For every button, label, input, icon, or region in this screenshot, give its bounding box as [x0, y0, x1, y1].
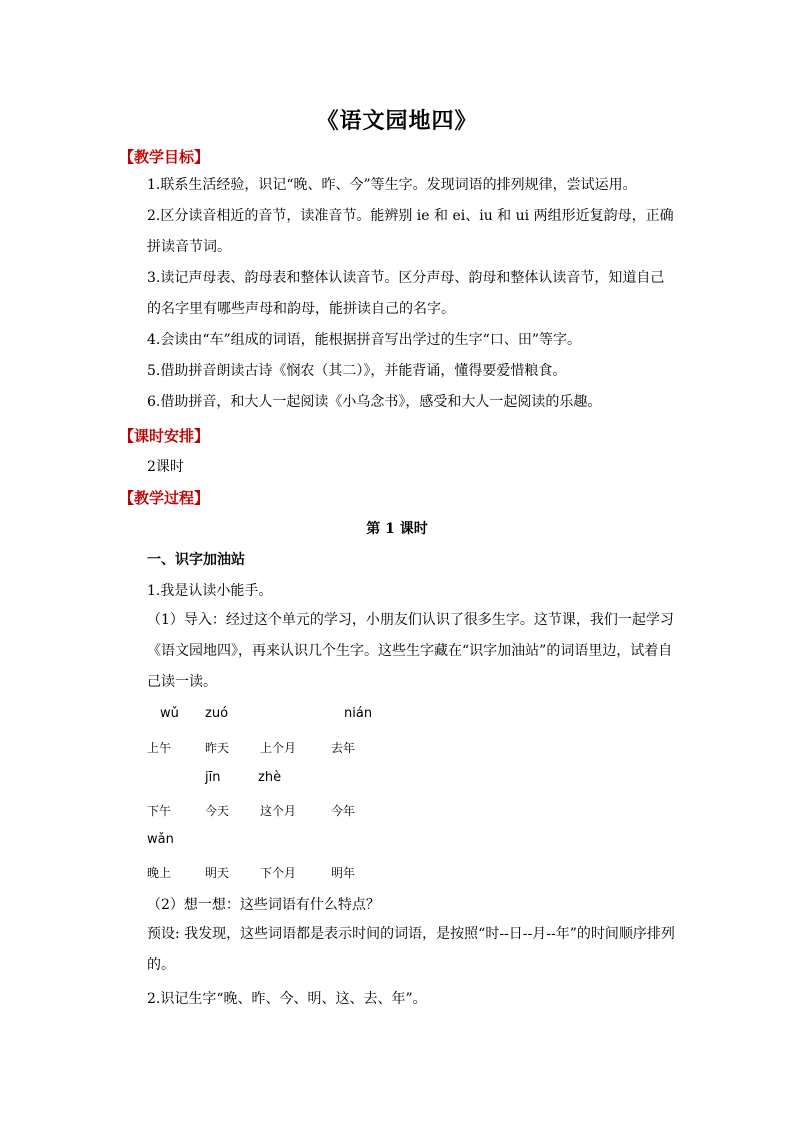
intro-text: （1）导入：经过这个单元的学习，小朋友们认识了很多生字。这节课，我们一起学习《语文园地四》，再来认识几个生字。这些生字藏在“识字加油站”的词语里边，试着自己读一读。: [147, 612, 674, 690]
item1-text: 1.我是认读小能手。: [147, 583, 273, 599]
word: 下午: [147, 804, 172, 818]
pinyin: zuó: [205, 706, 229, 721]
pinyin: nián: [344, 706, 373, 721]
schedule-text: 2课时: [147, 459, 184, 475]
word: 晚上: [147, 866, 172, 880]
document-title: 《语文园地四》: [316, 108, 478, 134]
pinyin: zhè: [258, 770, 282, 785]
item2-text: 2.识记生字“晚、昨、今、明、这、去、年”。: [147, 991, 427, 1007]
word: 明天: [205, 866, 230, 880]
goals-list: [119, 170, 675, 418]
word: 明年: [331, 866, 356, 880]
schedule-heading: 【课时安排】: [119, 427, 210, 445]
goal-item: 5.借助拼音朗读古诗《悯农（其二）》，并能背诵，懂得要爱惜粮食。: [147, 363, 567, 379]
intro-paragraph: [119, 605, 675, 698]
answer-paragraph: [119, 919, 675, 981]
word: 上个月: [260, 741, 297, 755]
goals-heading: 【教学目标】: [119, 148, 210, 166]
pinyin: jīn: [205, 770, 221, 785]
answer-text: 预设: 我发现，这些词语都是表示时间的词语，是按照“时--日--月--年”的时间顺序排列的。: [147, 926, 675, 973]
word: 去年: [331, 741, 356, 755]
word: 今年: [331, 804, 356, 818]
question-text: （2）想一想：这些词语有什么特点？: [147, 897, 380, 913]
goal-item: 4.会读由“车”组成的词语，能根据拼音写出学过的生字“口、田”等字。: [147, 332, 581, 348]
word: 今天: [205, 804, 230, 818]
pinyin: wǎn: [147, 832, 174, 847]
word: 昨天: [205, 741, 230, 755]
word: 这个月: [260, 804, 297, 818]
pinyin: wǔ: [160, 706, 179, 721]
goal-item: 3.读记声母表、韵母表和整体认读音节。区分声母、韵母和整体认读音节，知道自己的名字里有哪些声母和韵母，能拼读自己的名字。: [147, 270, 665, 317]
goal-item: 1.联系生活经验，识记“晚、昨、今”等生字。发现词语的排列规律，尝试运用。: [147, 177, 637, 193]
process-heading: 【教学过程】: [119, 489, 210, 507]
lesson-title: 第 1 课时: [366, 521, 428, 537]
goal-item: 6.借助拼音，和大人一起阅读《小乌念书》，感受和大人一起阅读的乐趣。: [147, 394, 602, 410]
word: 上午: [147, 741, 172, 755]
goal-item: 2.区分读音相近的音节，读准音节。能辨别 ie 和 ei、iu 和 ui 两组形近复韵母，正确拼读音节词。: [147, 208, 674, 255]
part1-title: 一、识字加油站: [147, 552, 245, 568]
word: 下个月: [260, 866, 297, 880]
